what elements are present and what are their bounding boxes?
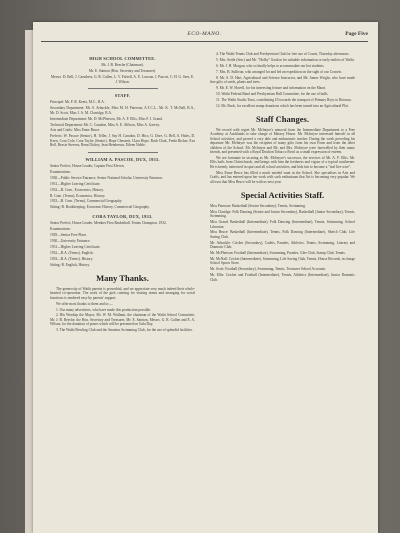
- taylor-line: 1932—B.A. (Terms), English.: [50, 250, 94, 255]
- taylor-line: 1929—Senior Free Place.: [50, 232, 88, 237]
- thanks-item: 5. Mrs. Settle (Sen.) and Mr. "Holby" Gordon for valuable information re early settlers of Waihi.: [216, 57, 355, 62]
- staff-line: Secondary Department: Mr. S. Arbuckle, Miss M. H. Paterson, A.T.C.L., Mr. K. T. McNall, B.A., Mr. D. Scott, Miss J. A. M. Clarridge, B.A.: [50, 106, 195, 115]
- committee-line: Mr. E. Sainton (Hon. Secretary and Treasurer).: [88, 69, 157, 74]
- divider: [88, 88, 158, 89]
- pascoe-line: Examinations:: [50, 169, 71, 174]
- thanks-item: 7. Mrs. B. Sullivan, who arranged for and led an expedition on the sight of our Concert.: [216, 69, 343, 74]
- taylor-line: 1930—University Entrance.: [50, 238, 91, 243]
- taylor-line: 1933—B.A. (Terms), History.: [50, 256, 94, 261]
- left-column: [50, 52, 195, 334]
- special-line: Mr. Scott: Football (Secondary), Swimming, Tennis, Treasurer School Accounts.: [210, 267, 326, 272]
- taylor-line: Sitting: B. English, History.: [50, 262, 90, 267]
- special-line: Miss Paterson: Basketball (Senior Secondary), Tennis, Swimming.: [210, 203, 306, 208]
- magazine-title: ECO-MANO.: [187, 31, 222, 37]
- thanks-paragraph: 3. The Waihi Bowling Club and the Amateur Swimming Club, for the use of splendid facilities.: [56, 328, 193, 333]
- changes-paragraph: We record with regret Mr. McIntyre's removal from the Intermediate Department to a Free Academy at Aucklands to take charge of Massey House. Mr. McIntyre interested himself in all School activities, and proved a very able and enthusiastic teacher. During the week preceding his departure Mr. McIntyre was the recipient of many gifts from his own Form and from the other children of the School. Mr. McIntyre and Mr. and Mrs. McIntyre were farewelled by their many friends, and presented with a Royal Doulton Tobacco Bowl as a small expression of esteem.: [210, 128, 355, 155]
- pascoe-line: 1932—B. Com., Economics, History.: [50, 187, 104, 192]
- staff-heading: STAFF.: [114, 93, 131, 99]
- special-line: Miss Bruce: Basketball (Intermediate), Tennis, Folk Dancing (Intermediate), Sketch Club, Life Saving Club.: [210, 230, 355, 239]
- staff-changes-heading: Staff Changes.: [256, 114, 309, 125]
- thanks-item: 9. Mr. E. W. Hovell, for his interesting lecture and information on the Maori.: [216, 85, 327, 90]
- special-activities-heading: Special Activities Staff.: [240, 189, 325, 200]
- thanks-item: 4. The Waihi Tennis Club and Presbyterian Club for free use of Courts, Thursday afternoons.: [216, 52, 350, 56]
- pascoe-line: Senior Prefect, House Leader, Captain First Eleven.: [50, 164, 125, 168]
- thanks-item: 10. Waihi Federal Band and Presbyterian Hall Committee, for the use of halls.: [216, 91, 329, 96]
- staff-line: Principal: Mr. F. R. Keetz, M.C., B.A.: [50, 100, 105, 105]
- pascoe-line: B. Com. (Terms), Economics, History.: [50, 193, 106, 198]
- thanks-paragraph: The generosity of Waihi parents is proverbial, and we appreciate very much indeed their whole-hearted co-operation. The work of the girls catering for visiting teams and arranging for social functions is rendered easy by parents' support.: [50, 286, 195, 300]
- thanks-item: 11. The Waihi Studio Trust, contributing £5 towards the transport of Primary Boys to Rotorua.: [216, 97, 352, 102]
- changes-paragraph: We are fortunate in securing as Mr. McIntyre's successor, the services of Mr. A. F. Ellis. Mr. Ellis hails from Christchurch, and brings with him the freshness and vigour of a typical southerner. He is keenly interested in sport and all school activities, and bids fair to become a "real live wire".: [210, 156, 355, 169]
- special-line: Mr. Ellis: Cricket and Football (Intermediate), Tennis, Athletics (Intermediate), Junior Dramatic Club.: [210, 273, 355, 282]
- special-line: Miss Grand: Basketball (Intermediate), Folk Dancing (Intermediate), Tennis, Swimming, School Librarian.: [210, 220, 355, 229]
- thanks-paragraph: We offer most thanks to them and to:—: [56, 301, 113, 306]
- taylor-line: Senior Prefect, House Leader, Member First Basketball, Tennis Champion, 1932.: [50, 221, 167, 226]
- changes-paragraph: Miss Esme Bruce has filled a much needed want in the School. She specialises in Arts and Crafts, and has entered upon her work with such enthusiasm that Art is becoming very popular. We all trust that Miss Bruce will be with us next year.: [210, 170, 355, 184]
- special-line: Mr. McPherson: Football (Intermediate), Swimming, Parades, Glee Club, Stamp Club, Tennis.: [210, 251, 346, 256]
- thanks-heading: Many Thanks.: [96, 272, 149, 283]
- special-line: Mr. Arbuckle: Cricket (Secondary), Cadets, Parades, Athletics, Tennis, Swimming, Literary and Dramatic Club.: [210, 240, 355, 250]
- staff-line: Prefects: W. Pascoe (Senior), H. Teller, J. Say H. Caradon, D. Hiro, G. Dore, G. Bell, A. Hales, D. Keen, Cora Cole, Cora Taylor (Senior), Hope Chesnett, Clara Hope, Ruth Clark, Freda Ricker, Eva Bell, Bessie Stevens, Rena Dickey, Jean Henderson, Eileen Noble.: [50, 134, 195, 148]
- divider: [88, 152, 158, 153]
- page-number: Page Five: [345, 31, 368, 37]
- special-line: Mr. McNall: Cricket (Intermediate), Swimming, Life Saving Club, Tennis, House Records, in charge School Sports Store.: [210, 257, 355, 266]
- special-line: Miss Claridge: Folk Dancing (Senior and Junior Secondary), Basketball (Junior Secondary), Tennis, Swimming.: [210, 209, 355, 219]
- page-header: [41, 29, 368, 42]
- taylor-heading: CORA TAYLOR, DUX, 1933.: [92, 213, 153, 219]
- thanks-paragraph: 2. His Worship the Mayor, Mr. W. M. Wallnutt, the chairman of the Waihi School Committee, Mr. J. B. Beeche, the Hon. Secretary and Treasurer, Mr. E. Sainton, Messrs. G. R. Cullen and E. A. Wilson, for the donation of prizes which will be presented on Gala Day.: [50, 313, 195, 327]
- right-column: [210, 52, 355, 284]
- taylor-line: Examinations:: [50, 227, 71, 232]
- committee-line: Mr. J. B. Beeche (Chairman).: [101, 63, 144, 68]
- thanks-item: 12. Mr. Buck, for excellent stamp donations which has been turned into an Agricultural Plot.: [216, 103, 349, 108]
- thanks-item: 8. Mr. S. D. Hart, Agricultural and Science Instructor, and Mr. James Wright, who have made fine gifts of seeds, plants and trees.: [210, 75, 355, 85]
- staff-line: Intermediate Department: Mr. D. McPherson, Mr. A. F. Ellis, Miss F. I. Grand.: [50, 116, 163, 121]
- pascoe-line: 1930—Public Service Entrance, Senior National Scholar, University Entrance.: [50, 175, 164, 180]
- committee-heading: HIGH SCHOOL COMMITTEE.: [89, 56, 156, 61]
- staff-line: Arts and Crafts: Miss Esme Bruce.: [50, 128, 101, 133]
- pascoe-line: 1931—Higher Leaving Certificate.: [50, 181, 101, 186]
- thanks-paragraph: 1. Our many advertisers, who have made this production possible.: [56, 307, 152, 312]
- staff-line: Technical Department: Mr. C. Caradon, Miss A. E. Alfloon, Miss A. Garvey.: [50, 122, 161, 127]
- taylor-line: 1931—Higher Leaving Certificate.: [50, 244, 101, 249]
- magazine-page: [33, 22, 378, 533]
- pascoe-heading: WILLIAM A. PASCOE, DUX, 1933.: [85, 156, 160, 162]
- committee-line: Messrs. D. Bell, J. Caruthers, G. R. Cullen, L. V. Falvell, A. E. Lawson, J. Pascoe, C. H. G. Seer, E. J. Wilson.: [50, 75, 195, 84]
- thanks-item: 6. Mr. J. H. Morgan, who so kindly helps to accommodate our hot students.: [216, 63, 325, 68]
- pascoe-line: Sitting: B. Bookkeeping, Economic History, Commercial Geography.: [50, 205, 150, 210]
- pascoe-line: 1933—B. Com. (Terms), Commercial Geography.: [50, 199, 123, 204]
